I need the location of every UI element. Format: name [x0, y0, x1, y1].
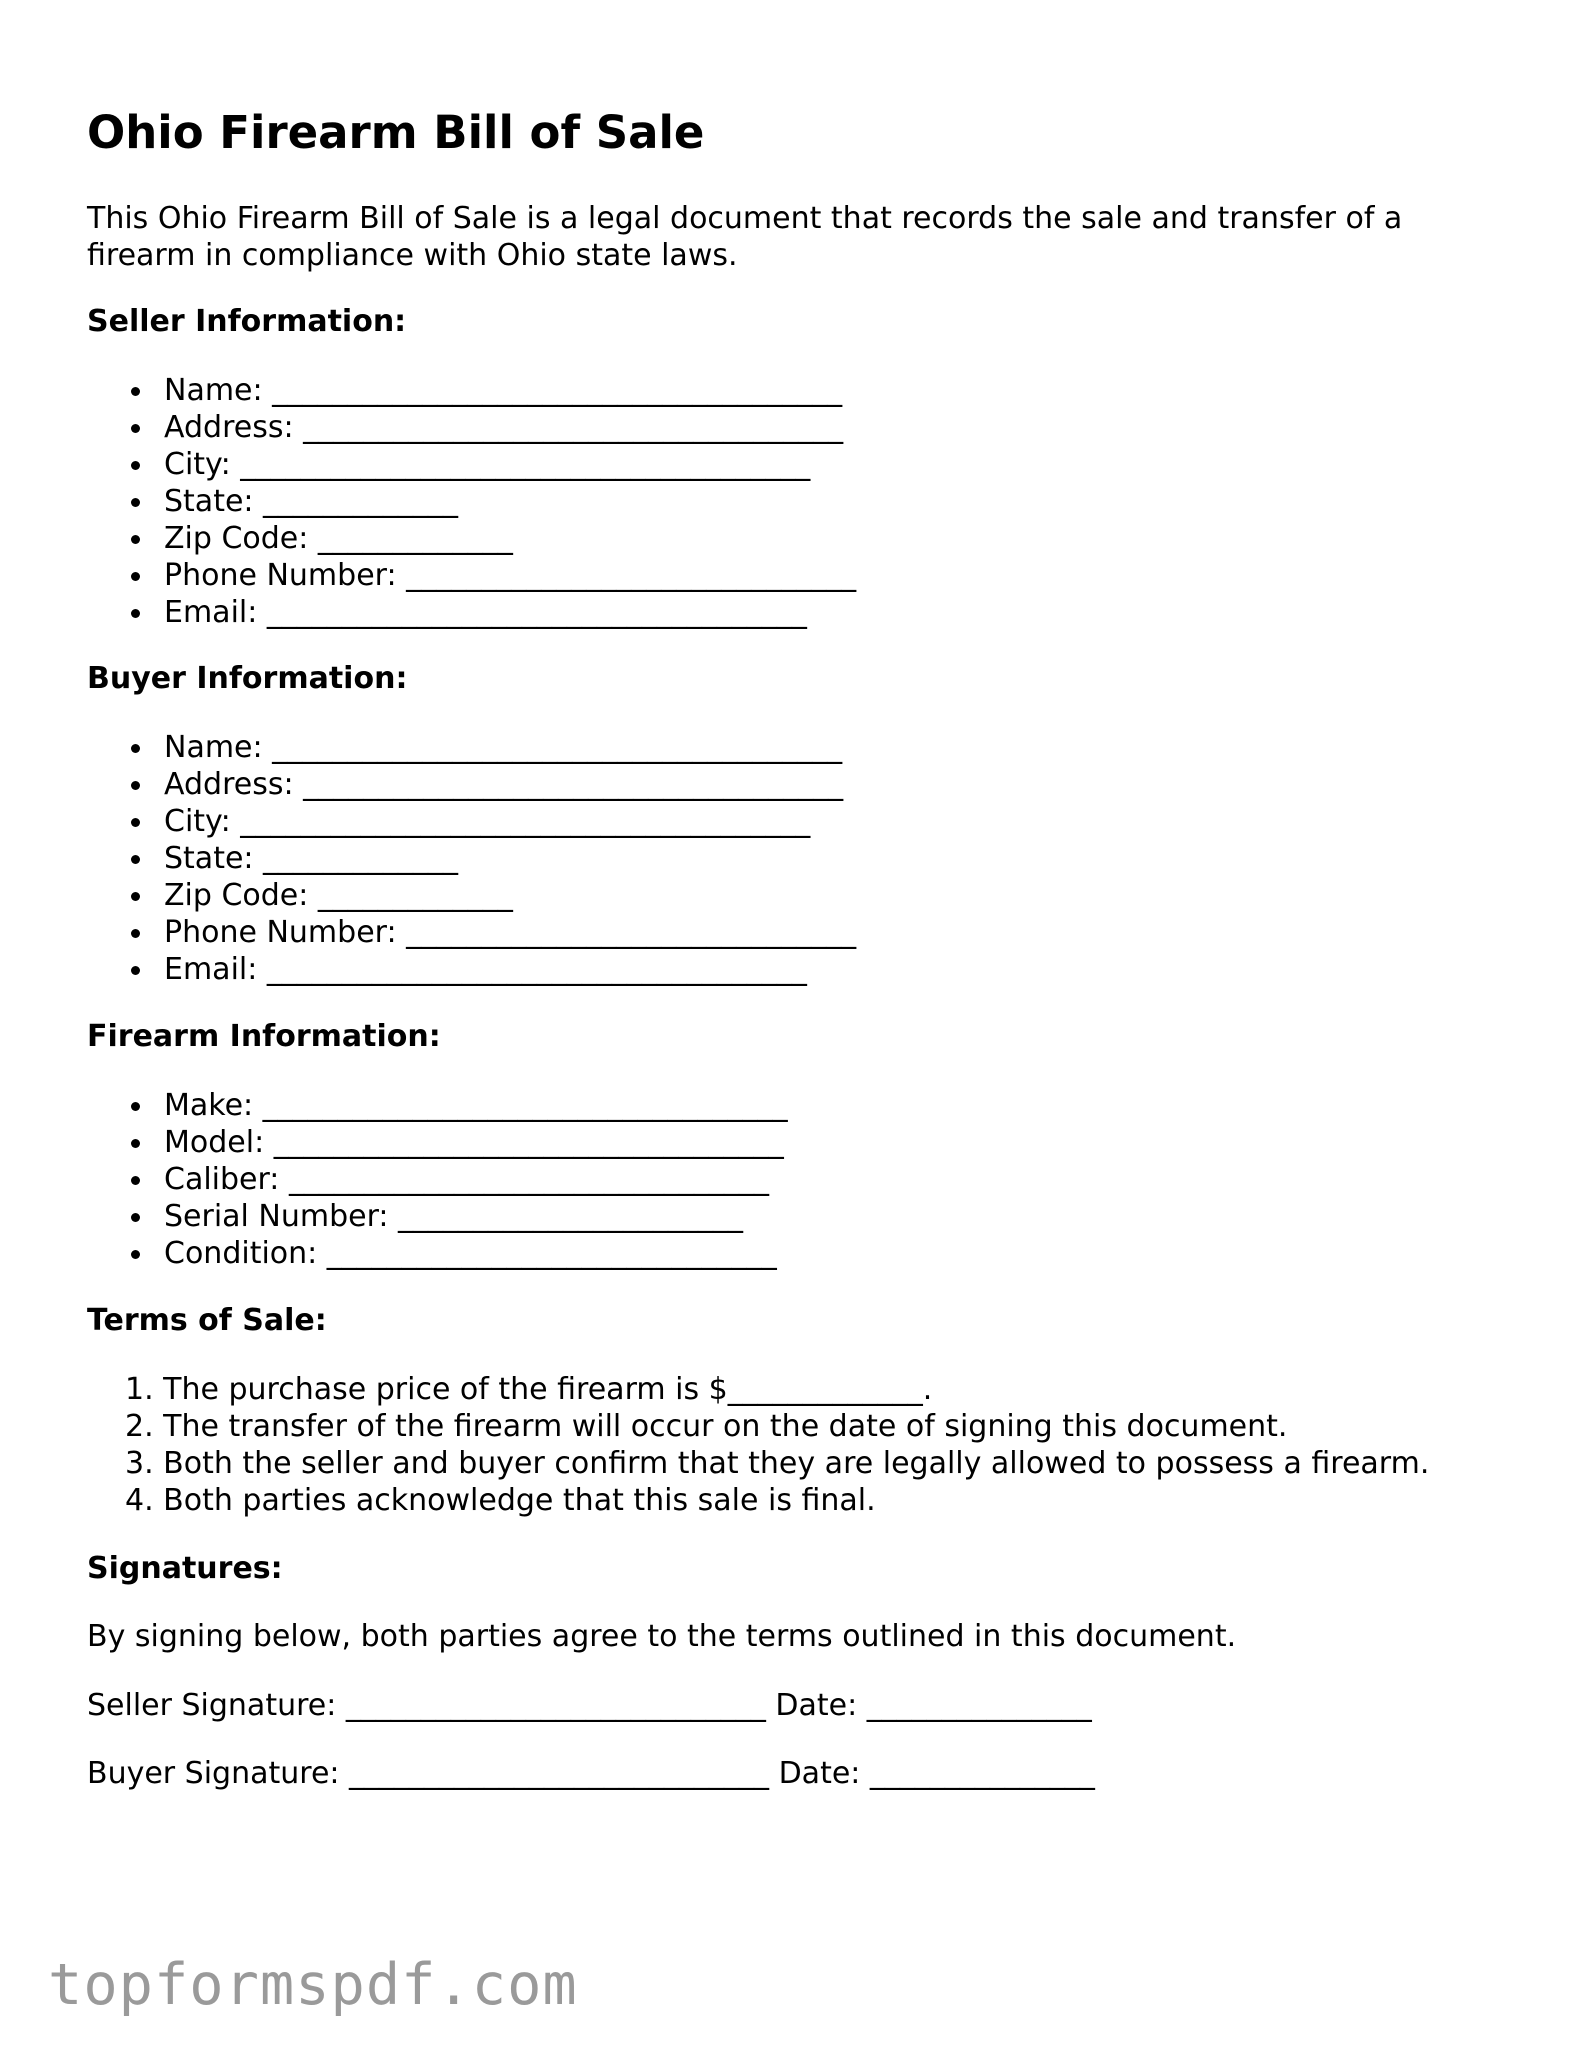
- signatures-heading: Signatures:: [87, 1551, 283, 1586]
- buyer-state-field: State: _____________: [131, 840, 856, 877]
- seller-signature-line: Seller Signature: ____________________________ Date: _______________: [87, 1688, 1092, 1723]
- seller-address-field: Address: ____________________________________: [131, 409, 856, 446]
- seller-email-field: Email: ____________________________________: [131, 594, 856, 631]
- terms-heading: Terms of Sale:: [87, 1303, 327, 1338]
- terms-item-final: 4. Both parties acknowledge that this sale is final.: [125, 1483, 876, 1518]
- seller-state-field: State: _____________: [131, 483, 856, 520]
- firearm-heading: Firearm Information:: [87, 1019, 441, 1054]
- seller-field-list: [131, 372, 856, 631]
- seller-heading: Seller Information:: [87, 304, 407, 339]
- buyer-heading: Buyer Information:: [87, 661, 408, 696]
- signatures-statement: By signing below, both parties agree to the terms outlined in this document.: [87, 1619, 1237, 1654]
- intro-paragraph: This Ohio Firearm Bill of Sale is a legal document that records the sale and transfer of a firearm in compliance with Ohio state laws.: [87, 201, 1403, 273]
- buyer-field-list: [131, 729, 856, 988]
- firearm-make-field: Make: ___________________________________: [131, 1087, 788, 1124]
- firearm-serial-field: Serial Number: _______________________: [131, 1198, 788, 1235]
- watermark-text: topformspdf.com: [48, 1952, 578, 2018]
- buyer-signature-line: Buyer Signature: ____________________________ Date: _______________: [87, 1756, 1095, 1791]
- firearm-model-field: Model: __________________________________: [131, 1124, 788, 1161]
- seller-zip-field: Zip Code: _____________: [131, 520, 856, 557]
- seller-phone-field: Phone Number: ______________________________: [131, 557, 856, 594]
- buyer-zip-field: Zip Code: _____________: [131, 877, 856, 914]
- firearm-caliber-field: Caliber: ________________________________: [131, 1161, 788, 1198]
- terms-item-legal: 3. Both the seller and buyer confirm that they are legally allowed to possess a firearm.: [125, 1446, 1430, 1481]
- terms-item-transfer: 2. The transfer of the firearm will occur on the date of signing this document.: [125, 1409, 1288, 1444]
- buyer-email-field: Email: ____________________________________: [131, 951, 856, 988]
- terms-list: [125, 1371, 1429, 1519]
- terms-item-price: 1. The purchase price of the firearm is $_____________.: [125, 1372, 933, 1407]
- buyer-phone-field: Phone Number: ______________________________: [131, 914, 856, 951]
- buyer-city-field: City: ______________________________________: [131, 803, 856, 840]
- document-title: Ohio Firearm Bill of Sale: [87, 106, 705, 159]
- buyer-address-field: Address: ____________________________________: [131, 766, 856, 803]
- firearm-field-list: [131, 1087, 788, 1272]
- seller-name-field: Name: ______________________________________: [131, 372, 856, 409]
- seller-city-field: City: ______________________________________: [131, 446, 856, 483]
- buyer-name-field: Name: ______________________________________: [131, 729, 856, 766]
- firearm-condition-field: Condition: ______________________________: [131, 1235, 788, 1272]
